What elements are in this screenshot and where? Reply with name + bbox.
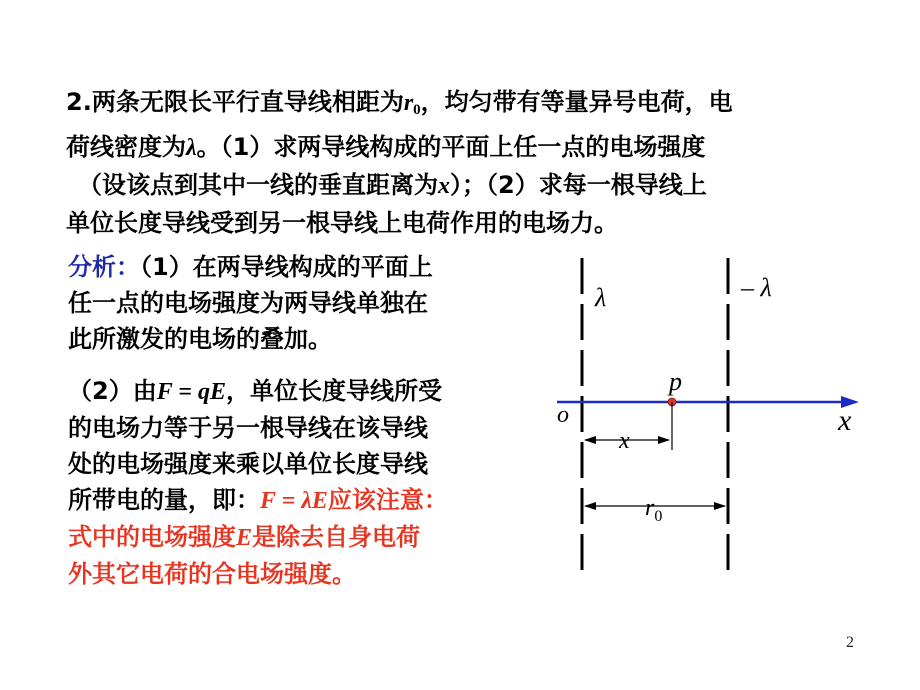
dist-x-label: x [619, 428, 630, 454]
analysis-text: 所带电的量，即： [68, 486, 260, 514]
dist-x-arrow-right-icon [658, 436, 670, 444]
analysis-line-9: 外其它电荷的合电场强度。 [68, 560, 356, 588]
problem-line-1 [66, 84, 866, 129]
dist-r-var: r [645, 495, 655, 521]
axis-x-label: x [838, 404, 852, 437]
analysis-line-4 [68, 373, 538, 410]
page-number: 2 [846, 634, 854, 651]
analysis-line-5: 的电场力等于另一根导线在该导线 [68, 414, 428, 442]
problem-line-3 [66, 167, 866, 205]
analysis-text: （1）在两导线构成的平面上 [140, 253, 433, 281]
two-wire-diagram [545, 250, 865, 580]
problem-text: 。（1）求两导线构成的平面上任一点的电场强度 [196, 133, 706, 161]
analysis-line-7 [68, 482, 538, 519]
var-x: x [438, 173, 450, 199]
dist-r-subscript: 0 [654, 508, 663, 525]
analysis-label: 分析： [68, 253, 140, 281]
note-text: 式中的电场强度 [68, 523, 236, 551]
problem-text: （设该点到其中一线的垂直距离为 [78, 171, 438, 199]
dist-r0-arrow-left-icon [584, 502, 596, 510]
analysis-line-8 [68, 519, 538, 556]
dist-r0-arrow-right-icon [714, 502, 726, 510]
var-e: E [236, 525, 253, 551]
analysis-section [68, 249, 538, 592]
problem-line-2 [66, 129, 866, 167]
note-label: 应该注意： [327, 486, 448, 514]
dist-x-arrow-left-icon [584, 436, 596, 444]
lambda-right-label: – λ [741, 273, 772, 302]
problem-number: 2. [66, 88, 92, 116]
analysis-text: （2）由 [68, 377, 157, 405]
var-r-subscript: 0 [413, 102, 421, 118]
lambda-left-label: λ [595, 283, 607, 312]
problem-text: 荷线密度为 [66, 133, 186, 161]
note-text: 是除去自身电荷 [252, 523, 421, 551]
origin-label: o [557, 402, 569, 428]
point-p-label: p [669, 367, 682, 396]
analysis-line-1 [68, 249, 538, 285]
var-r: r [403, 90, 414, 116]
problem-text: ，均匀带有等量异号电荷，电 [420, 88, 733, 116]
analysis-line-6: 处的电场强度来乘以单位长度导线 [68, 450, 428, 478]
analysis-line-2: 任一点的电场强度为两导线单独在 [68, 289, 428, 317]
problem-text: 两条无限长平行直导线相距为 [91, 88, 404, 116]
analysis-text: ，单位长度导线所受 [225, 377, 442, 405]
formula-f-qe: F = qE [156, 379, 226, 405]
problem-text: ）；（2）求每一根导线上 [450, 171, 707, 199]
problem-line-4: 单位长度导线受到另一根导线上电荷作用的电场力。 [66, 209, 618, 237]
problem-statement [66, 84, 866, 242]
analysis-line-3: 此所激发的电场的叠加。 [68, 325, 332, 353]
dist-r-label [645, 495, 662, 525]
formula-f-lambda-e: F = λE [260, 488, 328, 514]
var-lambda: λ [186, 135, 197, 161]
